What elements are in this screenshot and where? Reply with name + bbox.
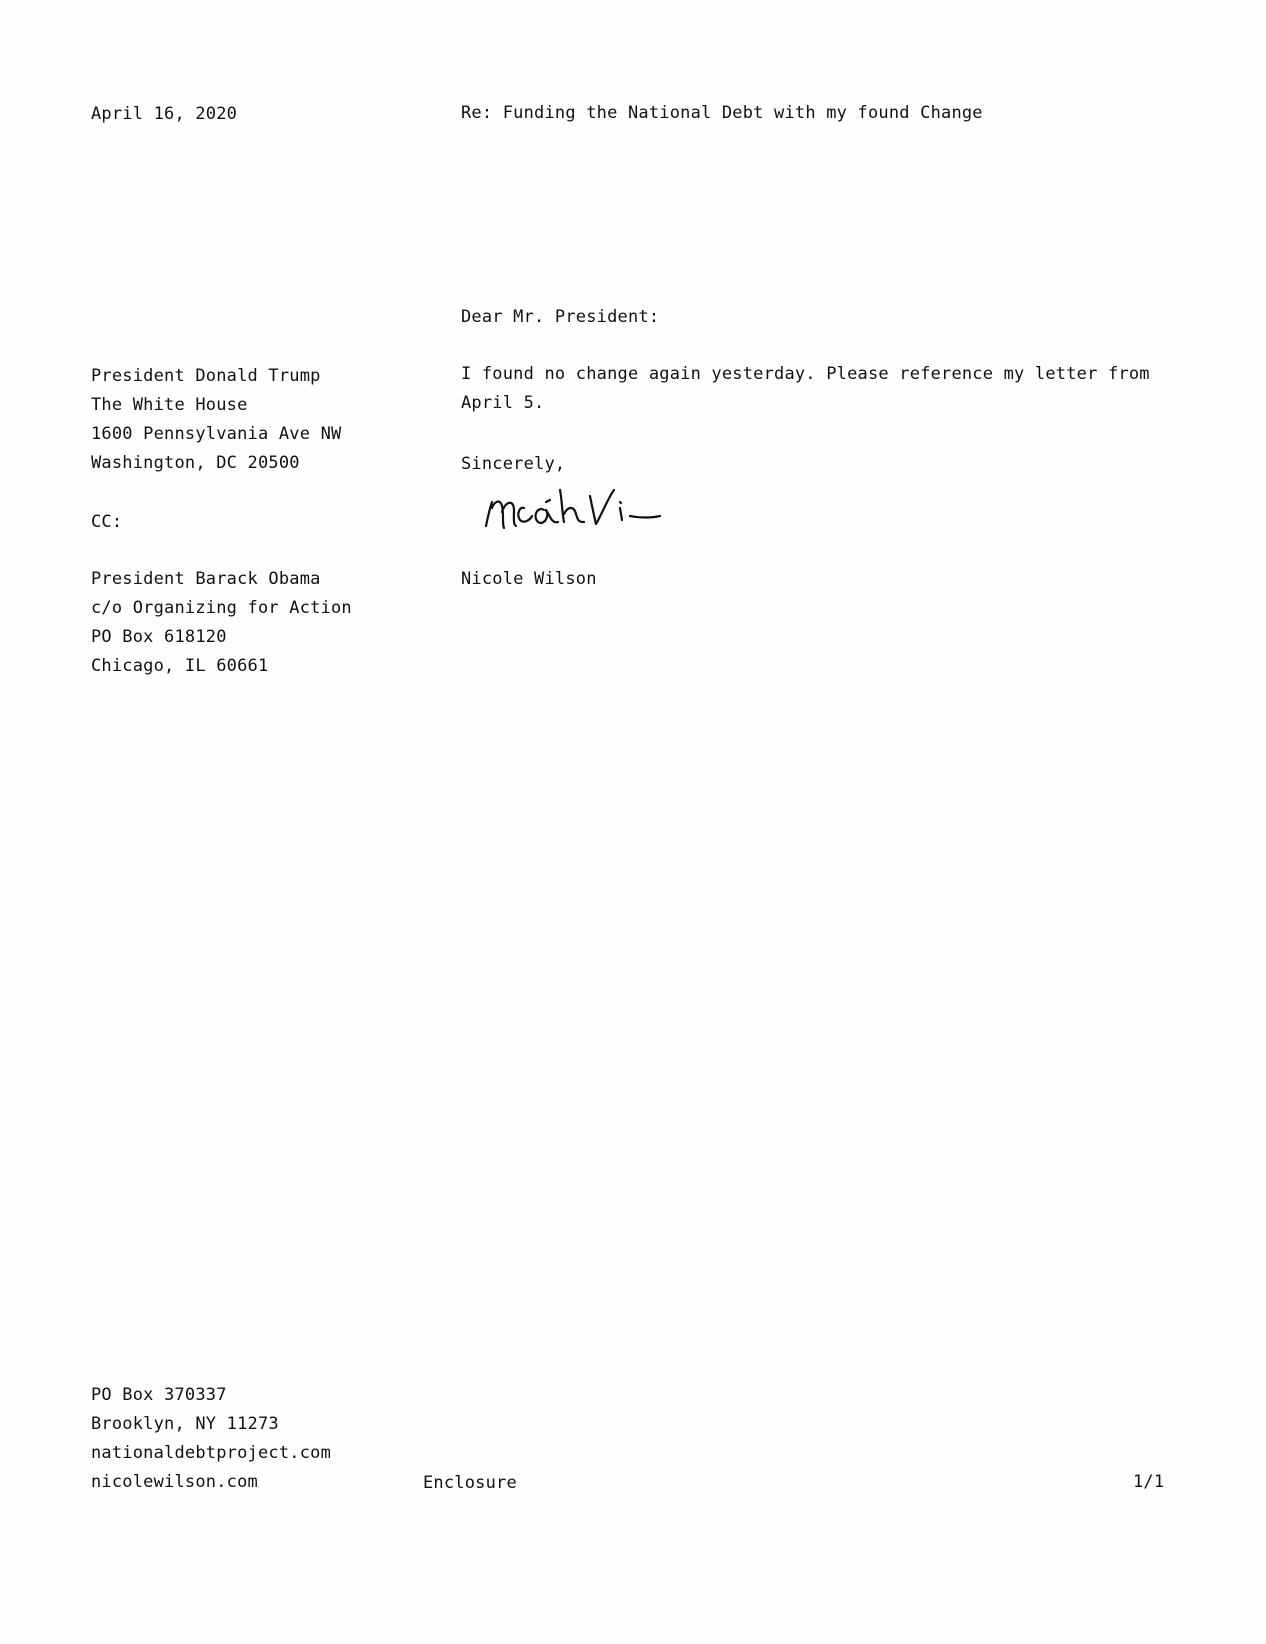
handwritten-signature bbox=[480, 478, 730, 548]
recipient-street: 1600 Pennsylvania Ave NW bbox=[91, 424, 342, 444]
cc-org: c/o Organizing for Action bbox=[91, 598, 352, 618]
recipient-address bbox=[91, 362, 341, 478]
cc-name: President Barack Obama bbox=[91, 569, 321, 589]
sender-address bbox=[91, 1381, 331, 1497]
recipient-city: Washington, DC 20500 bbox=[91, 453, 300, 473]
signer-name: Nicole Wilson bbox=[461, 569, 597, 589]
page-number: 1/1 bbox=[1133, 1472, 1165, 1492]
letter-date: April 16, 2020 bbox=[91, 104, 238, 124]
cc-address bbox=[91, 565, 352, 681]
cc-city: Chicago, IL 60661 bbox=[91, 656, 269, 676]
letter-body bbox=[461, 360, 1150, 418]
body-line: I found no change again yesterday. Please reference my letter from bbox=[461, 364, 1150, 384]
salutation: Dear Mr. President: bbox=[461, 307, 660, 327]
recipient-name: President Donald Trump bbox=[91, 366, 321, 386]
enclosure-note: Enclosure bbox=[423, 1473, 517, 1493]
letter-subject: Re: Funding the National Debt with my found Change bbox=[461, 103, 983, 123]
cc-street: PO Box 618120 bbox=[91, 627, 227, 647]
closing: Sincerely, bbox=[461, 454, 566, 474]
cc-label: CC: bbox=[91, 512, 123, 532]
recipient-org: The White House bbox=[91, 395, 248, 415]
sender-street: PO Box 370337 bbox=[91, 1385, 227, 1405]
sender-website: nationaldebtproject.com bbox=[91, 1443, 332, 1463]
sender-website: nicolewilson.com bbox=[91, 1472, 258, 1492]
sender-city: Brooklyn, NY 11273 bbox=[91, 1414, 279, 1434]
body-line: April 5. bbox=[461, 393, 545, 413]
